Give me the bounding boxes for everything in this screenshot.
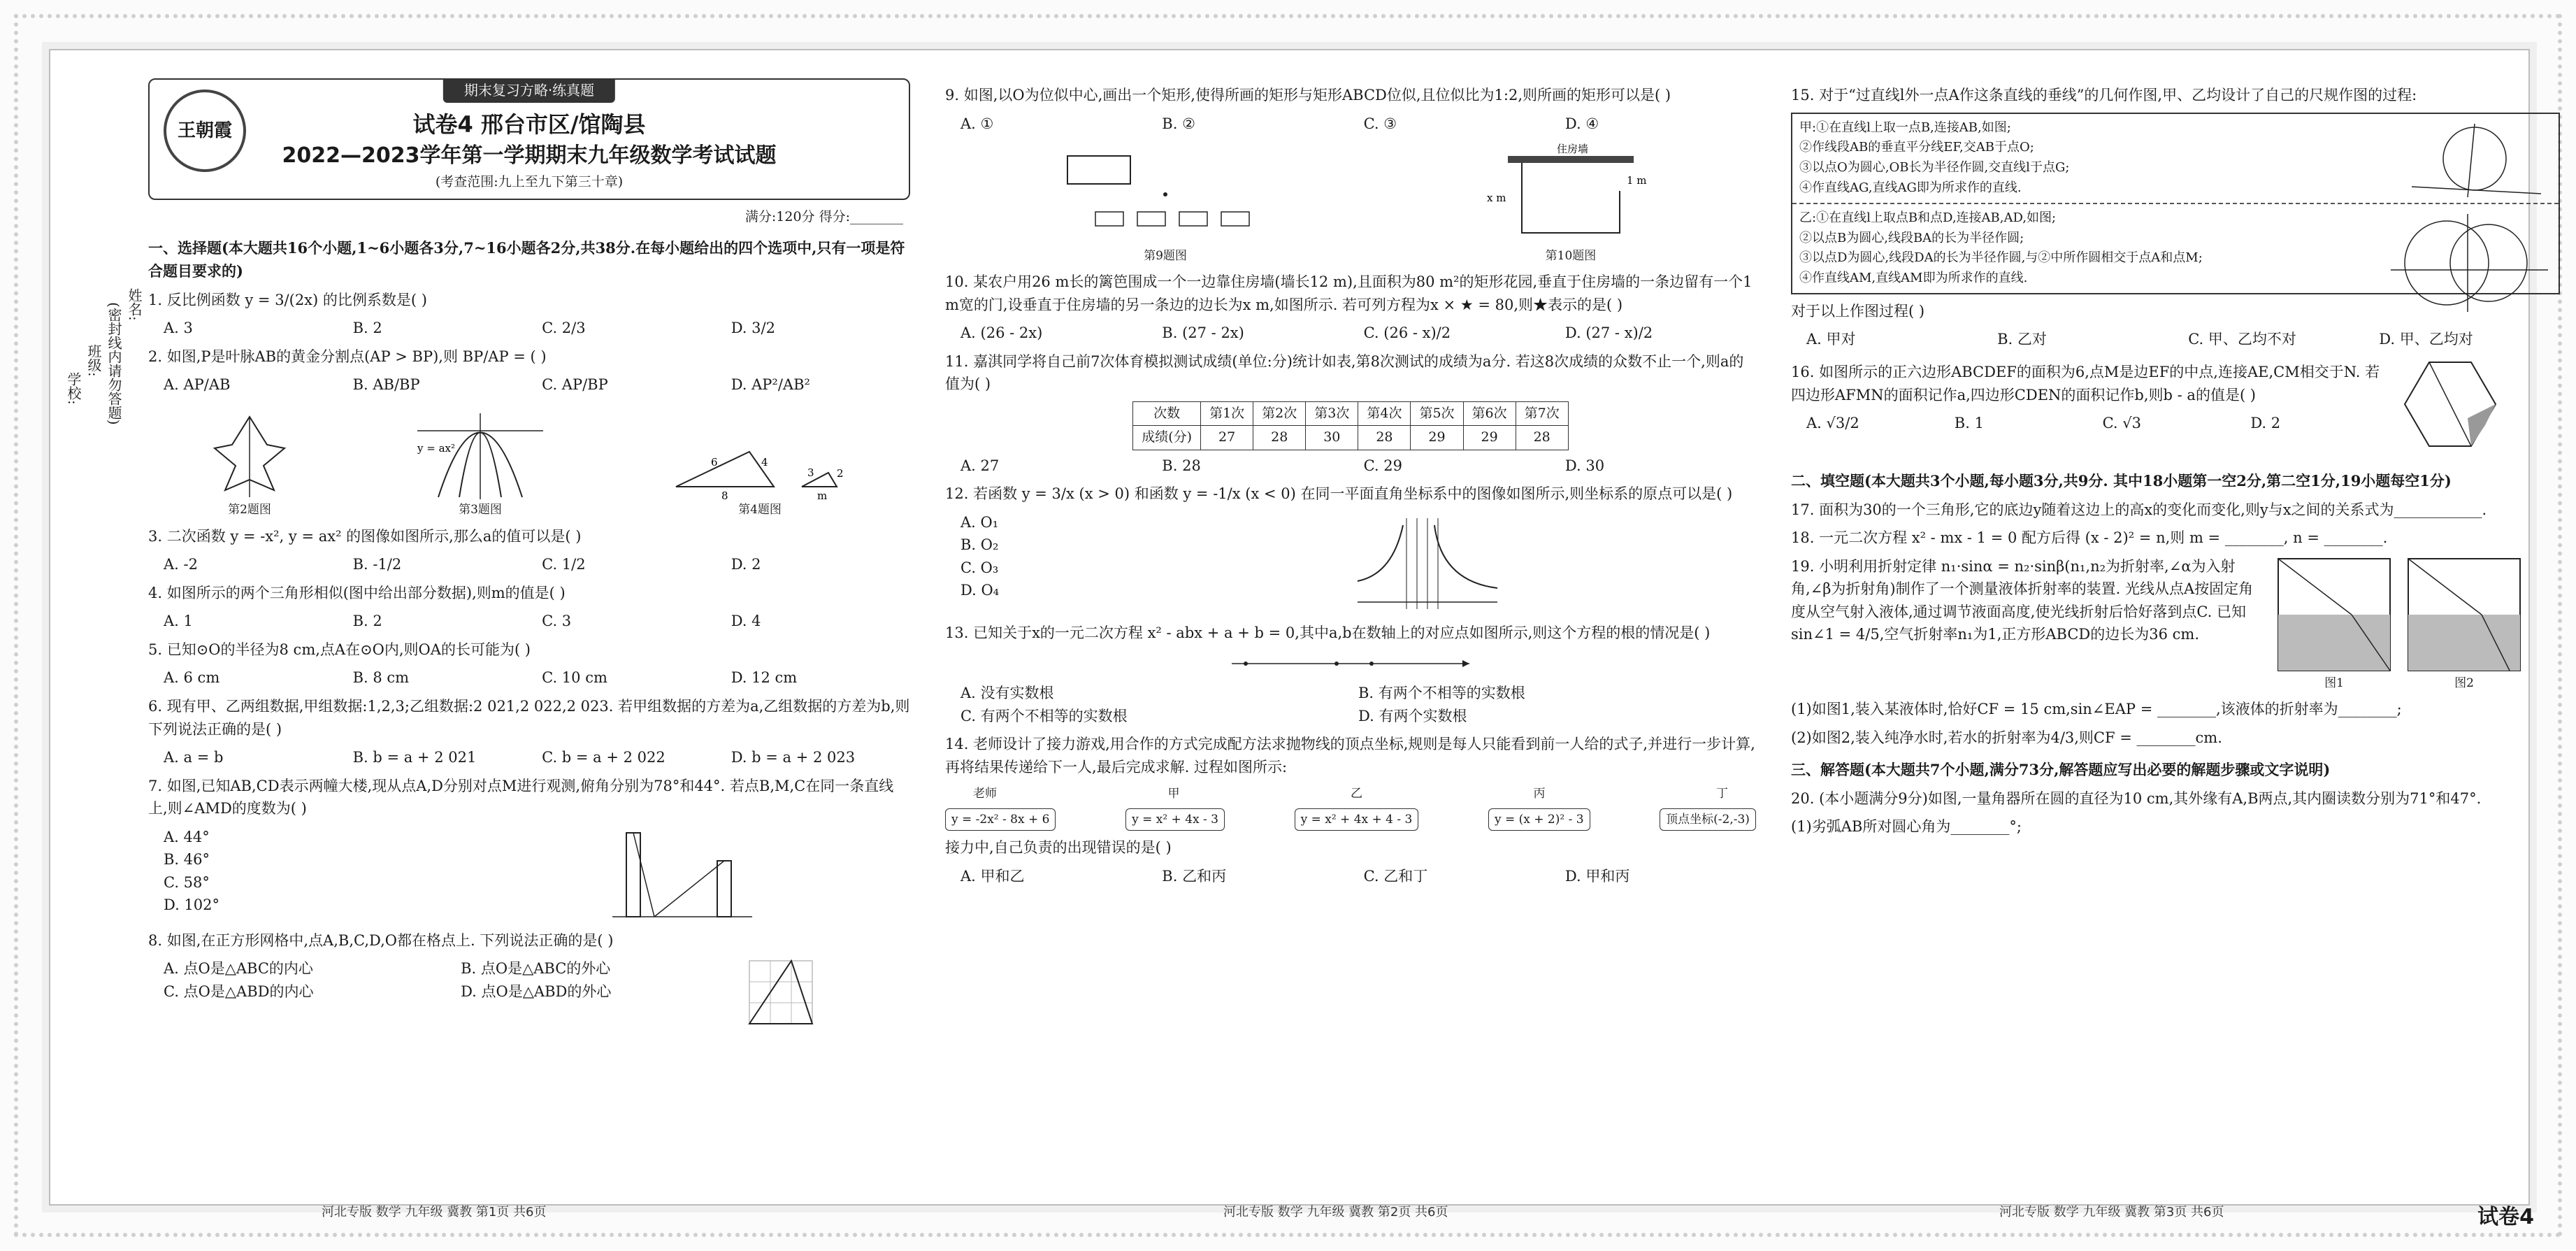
option: C. AP/BP <box>542 376 608 394</box>
option: B. ② <box>1162 115 1195 132</box>
question-7: 7. 如图,已知AB,CD表示两幢大楼,现从点A,D分别对点M进行观测,俯角分别为78°和44°. 若点B,M,C在同一条直线上,则∠AMD的度数为( ) <box>148 777 894 817</box>
score-line: 满分:120分 得分:________ <box>744 209 903 224</box>
option: D. O₄ <box>960 582 1000 599</box>
side-label: 2 <box>837 467 844 480</box>
table-cell: 28 <box>1516 426 1568 450</box>
question-2-options <box>164 373 910 396</box>
option: C. 乙和丁 <box>1363 867 1428 885</box>
question-14-tail: 接力中,自己负责的出现错误的是( ) <box>945 839 1172 857</box>
step: ④作直线AM,直线AM即为所求作的直线. <box>1799 271 2028 286</box>
option: B. 乙和丙 <box>1162 867 1227 885</box>
table-cell: 第2次 <box>1253 401 1306 425</box>
similar-triangles-diagram <box>669 431 851 501</box>
question-14-options <box>960 865 1756 888</box>
question-15: 15. 对于“过直线l外一点A作这条直线的垂线”的几何作图,甲、乙均设计了自己的尺规作图的过程: <box>1791 87 2417 103</box>
option: C. 甲、乙均不对 <box>2188 331 2296 348</box>
option: D. 点O是△ABD的外心 <box>461 982 612 1000</box>
rectangles-diagram <box>1039 142 1291 247</box>
grid-diagram <box>742 957 819 1034</box>
garden-diagram <box>1480 142 1662 247</box>
table-cell: 第3次 <box>1306 401 1358 425</box>
side-label: 3 <box>807 466 814 480</box>
option: C. (26 - x)/2 <box>1363 324 1451 342</box>
option: C. 10 cm <box>542 669 607 687</box>
side-label: 4 <box>761 456 768 469</box>
option: D. 2 <box>2250 415 2281 432</box>
option: A. 6 cm <box>164 669 220 687</box>
question-12-body <box>945 511 1756 616</box>
table-row <box>1133 401 1568 425</box>
page-footer: 河北专版 数学 九年级 冀教 第1页 共6页 <box>322 1205 547 1220</box>
step: ②作线段AB的垂直平分线EF,交AB于点O; <box>1799 140 2034 155</box>
logo-text: 王朝霞 <box>177 120 232 141</box>
table-cell: 28 <box>1253 426 1306 450</box>
leaf-diagram <box>208 410 292 501</box>
table-cell: 第6次 <box>1463 401 1516 425</box>
option: B. 点O是△ABC的外心 <box>461 960 611 978</box>
question-18: 18. 一元二次方程 x² - mx - 1 = 0 配方后得 (x - 2)² = n,则 m = ________, n = ________. <box>1791 529 2388 547</box>
question-14: 14. 老师设计了接力游戏,用合作的方式完成配方法求抛物线的顶点坐标,规则是每人只能看到前一人给的式子,并进行一步计算,再将结果传递给下一人,最后完成求解. 过程如图所示: <box>945 736 1755 775</box>
question-15-tail: 对于以上作图过程( ) <box>1791 302 1925 320</box>
option: D. ④ <box>1564 115 1599 132</box>
relay-name: 丁 <box>1716 786 1728 801</box>
table-cell: 第4次 <box>1358 401 1411 425</box>
question-13: 13. 已知关于x的一元二次方程 x² - abx + a + b = 0,其中a,b在数轴上的对应点如图所示,则这个方程的根的情况是( ) <box>945 624 1711 641</box>
option: D. 12 cm <box>731 669 798 687</box>
option: A. √3/2 <box>1806 415 1859 432</box>
figure-caption: 第3题图 <box>459 503 502 517</box>
option: B. AB/BP <box>352 376 420 394</box>
option: A. O₁ <box>960 513 999 531</box>
question-10: 10. 某农户用26 m长的篱笆围成一个一边靠住房墙(墙长12 m),且面积为80 m²的矩形花园,垂直于住房墙的一条边留有一个1 m宽的门,设垂直于住房墙的另一条边的边长为x m,如图所示. 若可列方程为x × ★ = 80,则★表示的是( ) <box>945 273 1753 313</box>
relay-chain <box>945 808 1756 831</box>
option: D. AP²/AB² <box>731 376 810 394</box>
seal-note: (密封线内请勿答题) <box>106 302 122 425</box>
option: A. 点O是△ABC的内心 <box>164 960 313 978</box>
figure-9 <box>1039 142 1291 265</box>
question-16: 16. 如图所示的正六边形ABCDEF的面积为6,点M是边EF的中点,连接AE,CM相交于N. 若四边形AFMN的面积记作a,四边形CDEN的面积记作b,则b - a的值是( ) <box>1791 364 2380 403</box>
option: D. 甲、乙均对 <box>2379 331 2473 348</box>
exam-subtitle: 2022—2023学年第一学期期末九年级数学考试试题 <box>282 143 777 168</box>
option: B. 2 <box>352 320 382 337</box>
question-19-part-2: (2)如图2,装入纯净水时,若水的折射率为4/3,则CF = ________cm. <box>1791 729 2222 746</box>
relay-name: 丙 <box>1533 786 1546 801</box>
question-10-options <box>960 322 1756 345</box>
question-3-options <box>164 553 910 576</box>
question-15-options <box>1806 328 2560 351</box>
section-2-heading: 二、填空题(本大题共3个小题,每小题3分,共9分. 其中18小题第一空2分,第二空1分,19小题每空1分) <box>1791 472 2452 490</box>
question-17: 17. 面积为30的一个三角形,它的底边y随着这边上的高x的变化而变化,则y与x之间的关系式为____________. <box>1791 501 2487 518</box>
relay-step: y = (x + 2)² - 3 <box>1488 808 1590 831</box>
figures-9-10 <box>945 139 1756 265</box>
figures-19 <box>2275 555 2524 692</box>
option: B. -1/2 <box>352 556 402 573</box>
question-19-part-1: (1)如图1,装入某液体时,恰好CF = 15 cm,sin∠EAP = ________,该液体的折射率为________; <box>1791 701 2402 717</box>
relay-name: 乙 <box>1351 786 1362 801</box>
question-11-options <box>960 455 1756 478</box>
question-20-part-1: (1)劣弧AB所对圆心角为________°; <box>1791 818 2022 836</box>
step: ③以点O为圆心,OB长为半径作圆,交直线l于点G; <box>1799 160 2070 176</box>
figure-4 <box>669 431 851 519</box>
relay-name: 老师 <box>973 786 997 801</box>
table-cell: 第1次 <box>1201 401 1253 425</box>
question-12: 12. 若函数 y = 3/x (x > 0) 和函数 y = -1/x (x < 0) 在同一平面直角坐标系中的图像如图所示,则坐标系的原点可以是( ) <box>945 485 1733 503</box>
hyperbola-diagram <box>1351 511 1504 616</box>
column-2 <box>945 78 1756 892</box>
page-footer: 河北专版 数学 九年级 冀教 第3页 共6页 <box>1999 1205 2224 1220</box>
option: C. 2/3 <box>542 320 586 337</box>
refraction-diagram-1 <box>2275 555 2394 674</box>
option: B. 乙对 <box>1997 331 2047 348</box>
option: B. (27 - 2x) <box>1162 324 1244 342</box>
paper-number: 试卷4 <box>2477 1205 2534 1229</box>
option: B. 28 <box>1162 457 1201 474</box>
question-7-options <box>148 826 605 924</box>
option: D. (27 - x)/2 <box>1564 324 1653 342</box>
method-jia <box>1792 114 2559 203</box>
door-label: 1 m <box>1627 173 1647 187</box>
figure-caption: 第4题图 <box>738 503 782 517</box>
option: A. 1 <box>164 613 193 630</box>
scores-table <box>1132 401 1568 450</box>
question-5-options <box>164 666 910 689</box>
option: C. 58° <box>164 873 210 891</box>
option: A. 44° <box>164 828 210 845</box>
step: 乙:①在直线l上取点B和点D,连接AB,AD,如图; <box>1799 210 2057 225</box>
option: D. 102° <box>164 896 220 914</box>
parabola-diagram <box>410 410 550 501</box>
relay-step: y = x² + 4x - 3 <box>1125 808 1225 831</box>
section-1-heading: 一、选择题(本大题共16个小题,1~6小题各3分,7~16小题各2分,共38分.在每小题给出的四个选项中,只有一项是符合题目要求的) <box>148 239 905 280</box>
option: C. 3 <box>542 613 572 630</box>
table-cell: 成绩(分) <box>1133 426 1201 450</box>
step: 甲:①在直线l上取一点B,连接AB,如图; <box>1799 120 2011 135</box>
question-9: 9. 如图,以O为位似中心,画出一个矩形,使得所画的矩形与矩形ABCD位似,且位似比为1:2,则所画的矩形可以是( ) <box>945 87 1671 103</box>
question-6-options <box>164 746 910 769</box>
question-3: 3. 二次函数 y = -x², y = ax² 的图像如图所示,那么a的值可以是( ) <box>148 527 582 545</box>
figure-19-2 <box>2405 555 2524 692</box>
page-footer: 河北专版 数学 九年级 冀教 第2页 共6页 <box>1223 1205 1448 1220</box>
question-20: 20. (本小题满分9分)如图,一量角器所在圆的直径为10 cm,其外缘有A,B两点,其内圈读数分别为71°和47°. <box>1791 789 2482 807</box>
table-cell: 28 <box>1358 426 1411 450</box>
side-label: 6 <box>711 456 718 469</box>
hexagon-diagram <box>2391 355 2510 460</box>
question-16-body <box>1791 355 2560 460</box>
option: A. -2 <box>164 556 198 573</box>
option: A. 没有实数根 <box>960 685 1054 702</box>
option: D. 30 <box>1564 457 1605 474</box>
exam-scope: (考查范围:九上至九下第三十章) <box>435 174 624 190</box>
option: A. a = b <box>164 749 224 766</box>
question-4-options <box>164 610 910 633</box>
construction-box <box>1791 113 2560 294</box>
option: C. 点O是△ABD的内心 <box>164 982 314 1000</box>
option: C. 1/2 <box>542 556 586 573</box>
name-label: 姓名: <box>126 288 143 321</box>
class-label: 班级: <box>85 344 102 377</box>
option: D. 3/2 <box>731 320 775 337</box>
relay-step: 顶点坐标(-2,-3) <box>1660 808 1756 831</box>
question-8: 8. 如图,在正方形网格中,点A,B,C,D,O都在格点上. 下列说法正确的是( ) <box>148 931 614 949</box>
option: C. O₃ <box>960 559 999 576</box>
option: A. AP/AB <box>164 376 231 394</box>
relay-step: y = -2x² - 8x + 6 <box>945 808 1056 831</box>
option: B. b = a + 2 021 <box>352 749 477 766</box>
section-3-heading: 三、解答题(本大题共7个小题,满分73分,解答题应写出必要的解题步骤或文字说明) <box>1791 761 2331 779</box>
figure-2 <box>208 410 292 519</box>
buildings-diagram <box>605 826 759 924</box>
question-19-body <box>1791 555 2560 692</box>
option: B. 46° <box>164 851 210 868</box>
table-row <box>1133 426 1568 450</box>
option: B. 1 <box>1954 415 1984 432</box>
x-label: x m <box>1487 191 1506 204</box>
step: ③以点D为圆心,线段DA的长为半径作圆,与②中所作圆相交于点A和点M; <box>1799 250 2203 266</box>
question-9-options <box>960 113 1756 136</box>
table-cell: 次数 <box>1133 401 1201 425</box>
table-cell: 29 <box>1411 426 1463 450</box>
question-5: 5. 已知⊙O的半径为8 cm,点A在⊙O内,则OA的长可能为( ) <box>148 641 531 658</box>
option: A. 甲对 <box>1806 331 1856 348</box>
binding-strip <box>65 260 145 425</box>
option: C. 29 <box>1363 457 1402 474</box>
side-label: 8 <box>721 489 728 501</box>
relay-step: y = x² + 4x + 4 - 3 <box>1295 808 1419 831</box>
option: A. (26 - 2x) <box>960 324 1043 342</box>
column-3 <box>1791 78 2560 844</box>
method-yi <box>1792 203 2559 293</box>
question-1: 1. 反比例函数 y = 3/(2x) 的比例系数是( ) <box>148 291 427 308</box>
refraction-diagram-2 <box>2405 555 2524 674</box>
question-19: 19. 小明利用折射定律 n₁·sinα = n₂·sinβ(n₁,n₂为折射率,∠α为入射角,∠β为折射角)制作了一个测量液体折射率的装置. 光线从点A按固定角度从空气射入液体,通过调节液面高度,使光线折射后恰好落到点C. 已知 sin∠1 = 4/5,空气折射率n₁为1,正方形ABCD的边长为36 cm. <box>1791 557 2254 643</box>
figure-10 <box>1480 142 1662 265</box>
question-2: 2. 如图,P是叶脉AB的黄金分割点(AP > BP),则 BP/AP = ( ) <box>148 348 547 365</box>
step: ②以点B为圆心,线段BA的长为半径作圆; <box>1799 230 2024 245</box>
question-4: 4. 如图所示的两个三角形相似(图中给出部分数据),则m的值是( ) <box>148 584 566 601</box>
header-tag: 期末复习方略·练真题 <box>443 78 615 103</box>
question-7-body <box>148 826 910 924</box>
question-1-options <box>164 317 910 340</box>
option: A. 27 <box>960 457 1000 474</box>
construction-yi-diagram <box>2384 207 2552 319</box>
figure-19-1 <box>2275 555 2394 692</box>
figure-caption: 第10题图 <box>1545 248 1597 263</box>
question-8-body <box>148 957 910 1034</box>
question-6: 6. 现有甲、乙两组数据,甲组数据:1,2,3;乙组数据:2 021,2 022,2 023. 若甲组数据的方差为a,乙组数据的方差为b,则下列说法正确的是( ) <box>148 698 910 738</box>
table-cell: 29 <box>1463 426 1516 450</box>
relay-name: 甲 <box>1167 786 1180 801</box>
figures-2-4 <box>148 401 910 520</box>
table-cell: 27 <box>1201 426 1253 450</box>
table-cell: 第7次 <box>1516 401 1568 425</box>
question-16-options <box>1806 412 2391 435</box>
option: A. 甲和乙 <box>960 867 1025 885</box>
column-1 <box>148 78 910 1034</box>
option: C. b = a + 2 022 <box>542 749 665 766</box>
table-cell: 30 <box>1306 426 1358 450</box>
option: B. 8 cm <box>352 669 410 687</box>
option: B. 2 <box>352 613 382 630</box>
curve-label: y = ax² <box>417 442 455 455</box>
question-8-options <box>148 957 742 1034</box>
option: C. 有两个不相等的实数根 <box>960 707 1128 724</box>
construction-jia-diagram <box>2405 117 2545 208</box>
figure-caption: 第2题图 <box>228 503 271 517</box>
exam-header <box>148 78 910 200</box>
paper-frame <box>49 49 2530 1206</box>
option: D. 有两个实数根 <box>1358 707 1467 724</box>
figure-caption: 图2 <box>2454 675 2474 690</box>
step: ④作直线AG,直线AG即为所求作的直线. <box>1799 180 2022 195</box>
option: C. ③ <box>1363 115 1397 132</box>
figure-caption: 图1 <box>2324 675 2344 690</box>
relay-names <box>945 785 1756 803</box>
option: B. O₂ <box>960 536 999 554</box>
option: C. √3 <box>2102 415 2141 432</box>
question-11: 11. 嘉淇同学将自己前7次体育模拟测试成绩(单位:分)统计如表,第8次测试的成绩为a分. 若这8次成绩的众数不止一个,则a的值为( ) <box>945 352 1744 393</box>
school-label: 学校: <box>65 372 82 405</box>
option: B. 有两个不相等的实数根 <box>1358 685 1525 702</box>
option: D. 甲和丙 <box>1564 867 1630 885</box>
figure-caption: 第9题图 <box>1144 248 1187 263</box>
option: D. b = a + 2 023 <box>731 749 856 766</box>
wall-label: 住房墙 <box>1557 142 1589 155</box>
option: A. ① <box>960 115 994 132</box>
exam-title: 试卷4 邢台市区/馆陶县 <box>412 111 646 138</box>
option: D. 4 <box>731 613 761 630</box>
option: D. 2 <box>731 556 761 573</box>
figure-3 <box>410 410 550 519</box>
table-cell: 第5次 <box>1411 401 1463 425</box>
question-13-options <box>960 682 1756 727</box>
option: A. 3 <box>164 320 193 337</box>
number-line-diagram <box>1225 650 1476 678</box>
question-12-options <box>945 511 1351 616</box>
side-label: m <box>817 489 828 501</box>
